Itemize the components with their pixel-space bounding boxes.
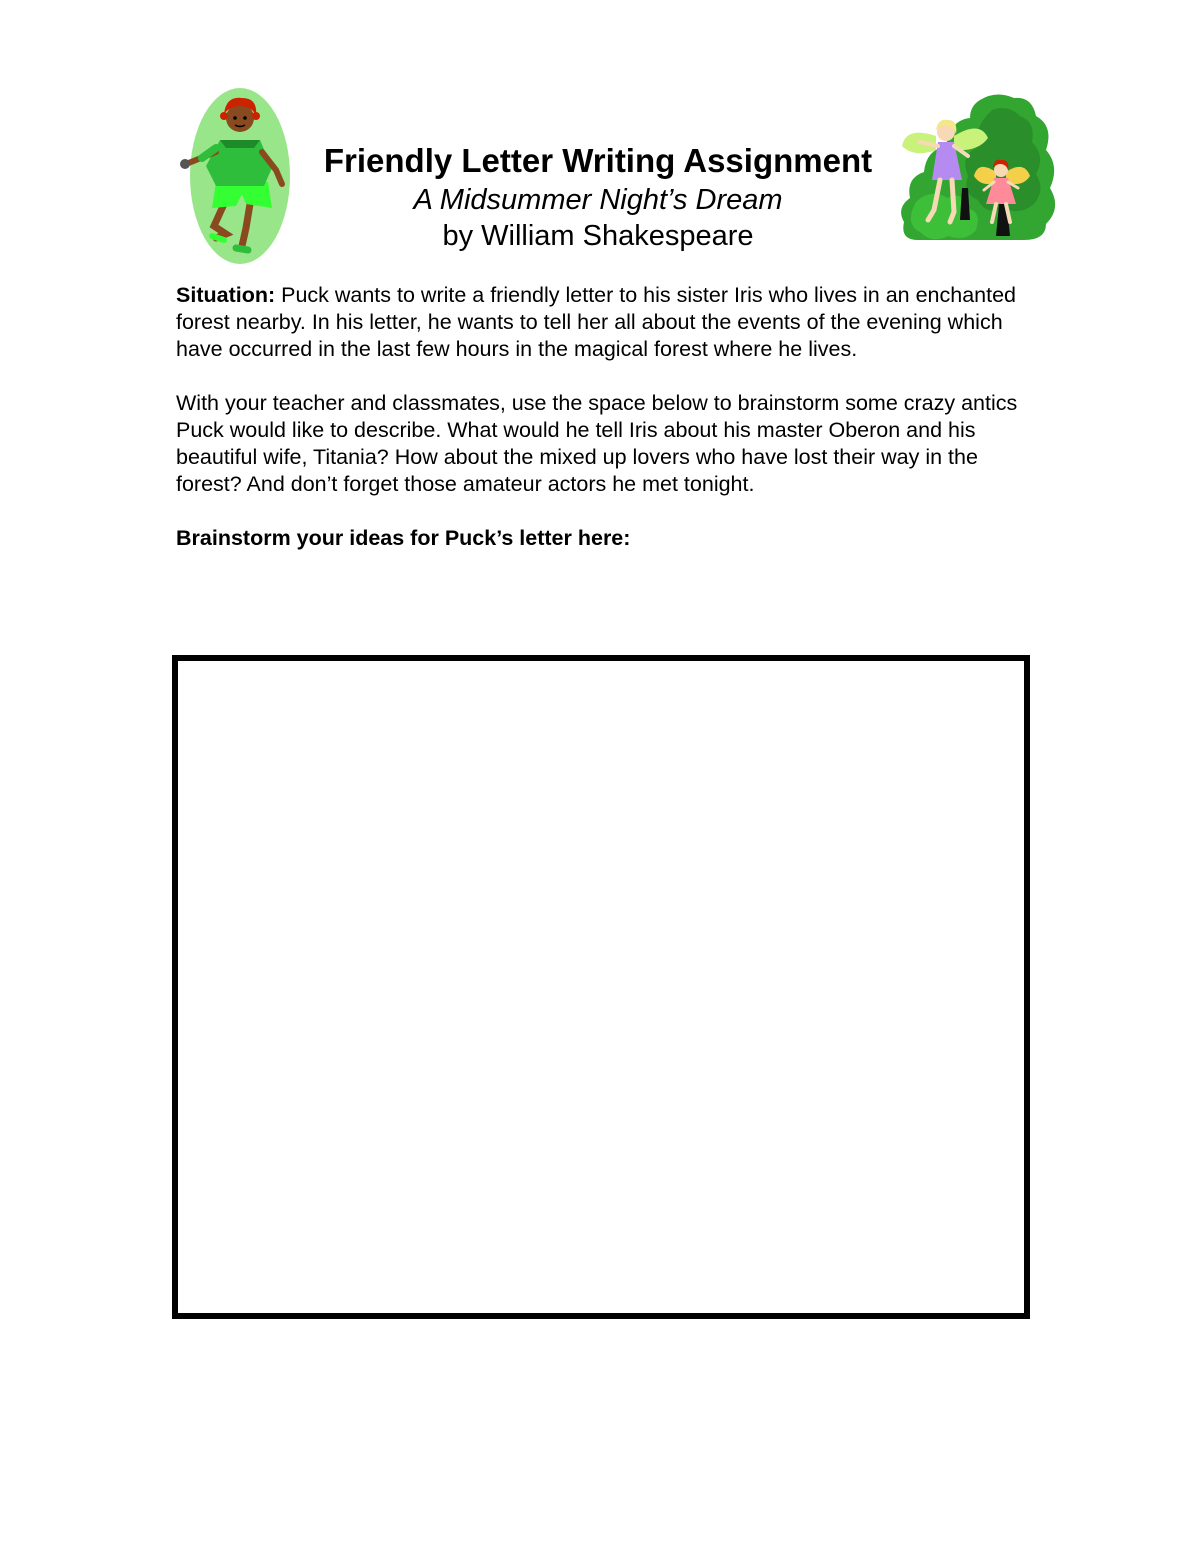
brainstorm-prompt: Brainstorm your ideas for Puck’s letter here: [176, 526, 631, 550]
brainstorm-box[interactable] [172, 655, 1030, 1319]
document-header [298, 140, 898, 254]
situation-paragraph [176, 282, 1036, 363]
author-line: by William Shakespeare [442, 220, 754, 252]
instructions-paragraph: With your teacher and classmates, use the space below to brainstorm some crazy antics Puck would like to describe. What would he tell Iris about his master Oberon and his beautiful wife, Titania? How about the mixed up lovers who have lost their way in the forest? And don’t forget those amateur actors he met tonight. [176, 391, 1018, 496]
page-title: Friendly Letter Writing Assignment [323, 142, 873, 179]
fairies-in-forest-icon [896, 90, 1062, 246]
situation-text: Puck wants to write a friendly letter to his sister Iris who lives in an enchanted forest nearby. In his letter, he wants to tell her all about the events of the evening which have occurred in the last few hours in the magical forest where he lives. [176, 283, 1017, 361]
play-title: A Midsummer Night’s Dream [413, 184, 783, 216]
puck-elf-icon [176, 86, 294, 266]
assignment-body [176, 282, 1036, 579]
situation-label: Situation: [176, 283, 276, 307]
